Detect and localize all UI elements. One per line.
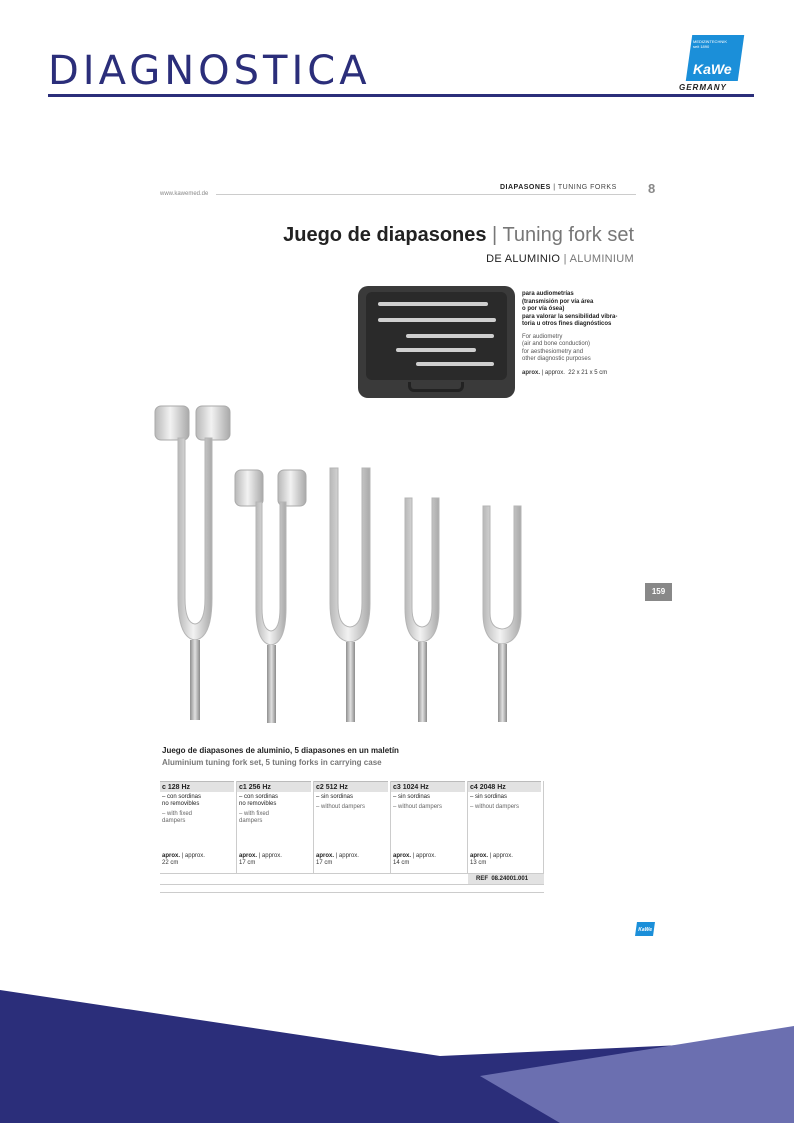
description-en xyxy=(522,334,652,364)
page-tab: 159 xyxy=(645,583,672,601)
size-sep: | xyxy=(540,369,545,376)
column-frequency: c 128 Hz xyxy=(160,781,234,792)
description-es xyxy=(522,291,652,329)
table-bottom-rule xyxy=(160,885,544,893)
approx-es: aprox. xyxy=(393,853,412,859)
carrying-case-image xyxy=(358,286,515,398)
fork-length: 14 cm xyxy=(393,860,410,866)
catalog-url: www.kawemed.de xyxy=(160,191,209,197)
approx-en: approx. xyxy=(261,853,282,859)
fork-c128 xyxy=(155,406,230,720)
header-rule xyxy=(48,94,754,97)
page-title: DIAGNOSTICA xyxy=(48,48,371,94)
section-es: DIAPASONES xyxy=(500,184,551,191)
logo-tagline-1: MEDIZINTECHNIK xyxy=(693,39,727,44)
column-en: – without dampers xyxy=(393,804,443,810)
product-sub-en: ALUMINIUM xyxy=(569,253,634,265)
desc-en-line: other diagnostic purposes xyxy=(522,356,591,362)
table-column xyxy=(468,781,544,873)
table-column xyxy=(314,781,391,873)
product-title-es: Juego de diapasones xyxy=(283,224,487,246)
product-title-en: Tuning fork set xyxy=(502,224,634,246)
product-subtitle xyxy=(486,253,634,265)
approx-sep: | xyxy=(411,853,416,859)
desc-en-line: For audiometry xyxy=(522,333,563,340)
product-sub-es: DE ALUMINIO xyxy=(486,253,561,265)
table-column xyxy=(237,781,314,873)
column-frequency: c1 256 Hz xyxy=(237,781,311,792)
case-fork-5 xyxy=(416,362,494,366)
table-column xyxy=(160,781,237,873)
size-es: aprox. xyxy=(522,369,541,376)
column-es: – con sordinas no removibles xyxy=(239,794,279,807)
size-en: approx. xyxy=(544,369,565,376)
approx-sep: | xyxy=(488,853,493,859)
desc-en-line: for aesthesiometry and xyxy=(522,348,584,355)
fork-length: 17 cm xyxy=(316,860,333,866)
column-es: – sin sordinas xyxy=(393,794,431,800)
column-size xyxy=(470,853,513,867)
fork-length: 13 cm xyxy=(470,860,487,866)
desc-es-line: toria u otros fines diagnósticos xyxy=(522,321,612,327)
fork-c4-2048 xyxy=(483,506,521,722)
column-es: – sin sordinas xyxy=(470,794,508,800)
approx-es: aprox. xyxy=(316,853,335,859)
approx-es: aprox. xyxy=(470,853,489,859)
column-frequency: c2 512 Hz xyxy=(314,781,388,792)
section-number: 8 xyxy=(648,181,656,196)
desc-es-line: (transmisión por vía área xyxy=(522,298,594,305)
approx-sep: | xyxy=(257,853,262,859)
approx-es: aprox. xyxy=(162,853,181,859)
case-interior xyxy=(366,292,507,380)
case-fork-3 xyxy=(406,334,494,338)
column-frequency: c3 1024 Hz xyxy=(391,781,465,792)
product-description xyxy=(522,291,652,377)
ref-value: 08.24001.001 xyxy=(491,876,529,882)
case-fork-2 xyxy=(378,318,496,322)
catalog-rule xyxy=(216,194,636,195)
set-title-es: Juego de diapasones de aluminio, 5 diapasones en un maletín xyxy=(162,746,399,755)
approx-en: approx. xyxy=(184,853,205,859)
fork-spec-table xyxy=(160,781,544,893)
product-title-sep: | xyxy=(486,224,503,246)
approx-en: approx. xyxy=(415,853,436,859)
set-title-en: Aluminium tuning fork set, 5 tuning forks in carrying case xyxy=(162,758,382,767)
approx-sep: | xyxy=(180,853,185,859)
logo-tagline-2: seit 1890 xyxy=(693,44,710,49)
column-es: – sin sordinas xyxy=(316,794,354,800)
approx-en: approx. xyxy=(338,853,359,859)
case-fork-1 xyxy=(378,302,488,306)
column-size xyxy=(162,853,205,867)
desc-es-line: para valorar la sensibilidad vibra- xyxy=(522,313,618,320)
section-sep: | xyxy=(550,184,558,191)
section-label xyxy=(500,184,617,191)
fork-c3-1024 xyxy=(405,498,439,722)
fork-length: 22 cm xyxy=(162,860,179,866)
column-en: – without dampers xyxy=(470,804,520,810)
case-fork-4 xyxy=(396,348,476,352)
kawe-mini-logo xyxy=(635,922,655,936)
table-row xyxy=(160,781,544,873)
desc-es-line: o por vía ósea) xyxy=(522,306,565,312)
size-value: 22 x 21 x 5 cm xyxy=(568,369,608,376)
mini-logo-text: KaWe xyxy=(638,927,653,933)
approx-sep: | xyxy=(334,853,339,859)
ref-row xyxy=(160,873,544,885)
approx-en: approx. xyxy=(492,853,513,859)
fork-c2-512 xyxy=(330,468,370,722)
logo-name: KaWe xyxy=(693,61,732,77)
logo-country: GERMANY xyxy=(679,83,727,92)
kawe-logo xyxy=(677,35,753,95)
desc-en-line: (air and bone conduction) xyxy=(522,341,591,347)
column-en: – without dampers xyxy=(316,804,366,810)
ref-label: REF xyxy=(476,876,488,882)
table-column xyxy=(391,781,468,873)
column-en: – with fixed dampers xyxy=(239,811,270,824)
fork-length: 17 cm xyxy=(239,860,256,866)
approx-es: aprox. xyxy=(239,853,258,859)
logo-tagline xyxy=(693,39,727,49)
case-size xyxy=(522,370,652,378)
product-sub-sep: | xyxy=(560,253,570,265)
column-size xyxy=(239,853,282,867)
fork-c1-256 xyxy=(235,470,306,723)
case-handle xyxy=(408,382,464,392)
column-frequency: c4 2048 Hz xyxy=(468,781,541,792)
column-es: – con sordinas no removibles xyxy=(162,794,202,807)
tuning-forks-image xyxy=(150,398,550,728)
column-en: – with fixed dampers xyxy=(162,811,193,824)
ref-number xyxy=(468,874,544,884)
product-title xyxy=(283,224,634,247)
desc-es-line: para audiometrías xyxy=(522,291,574,297)
column-size xyxy=(393,853,436,867)
footer-decoration xyxy=(0,990,794,1123)
section-en: TUNING FORKS xyxy=(557,184,617,191)
column-size xyxy=(316,853,359,867)
